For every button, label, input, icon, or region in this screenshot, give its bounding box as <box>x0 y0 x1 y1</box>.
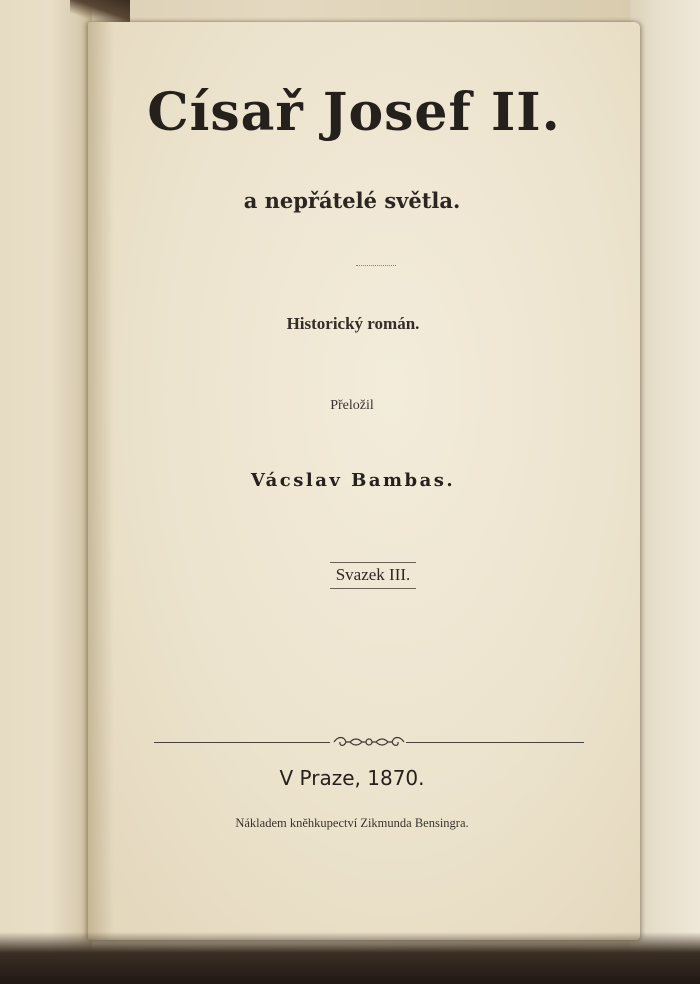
volume-label: Svazek III. <box>335 565 411 584</box>
publisher-line: Nákladem kněhkupectví Zikmunda Bensingra. <box>235 816 469 830</box>
rule-right <box>406 742 584 743</box>
translator-name: Vácslav Bambas. <box>250 470 456 491</box>
translated-by-label: Přeložil <box>330 398 374 413</box>
book-cover-edge <box>630 0 700 984</box>
rule-left <box>154 742 330 743</box>
previous-page-edge <box>0 0 92 984</box>
dotted-separator <box>356 265 396 268</box>
title-page <box>88 22 640 940</box>
volume-box <box>330 562 416 589</box>
book-subtitle: a nepřátelé světla. <box>243 188 461 213</box>
genre-label: Historický román. <box>286 314 420 333</box>
book-title: Císař Josef II. <box>147 82 561 143</box>
bottom-shadow <box>0 932 700 984</box>
ornament-icon <box>332 734 406 750</box>
imprint-place-year: V Praze, 1870. <box>279 766 425 790</box>
